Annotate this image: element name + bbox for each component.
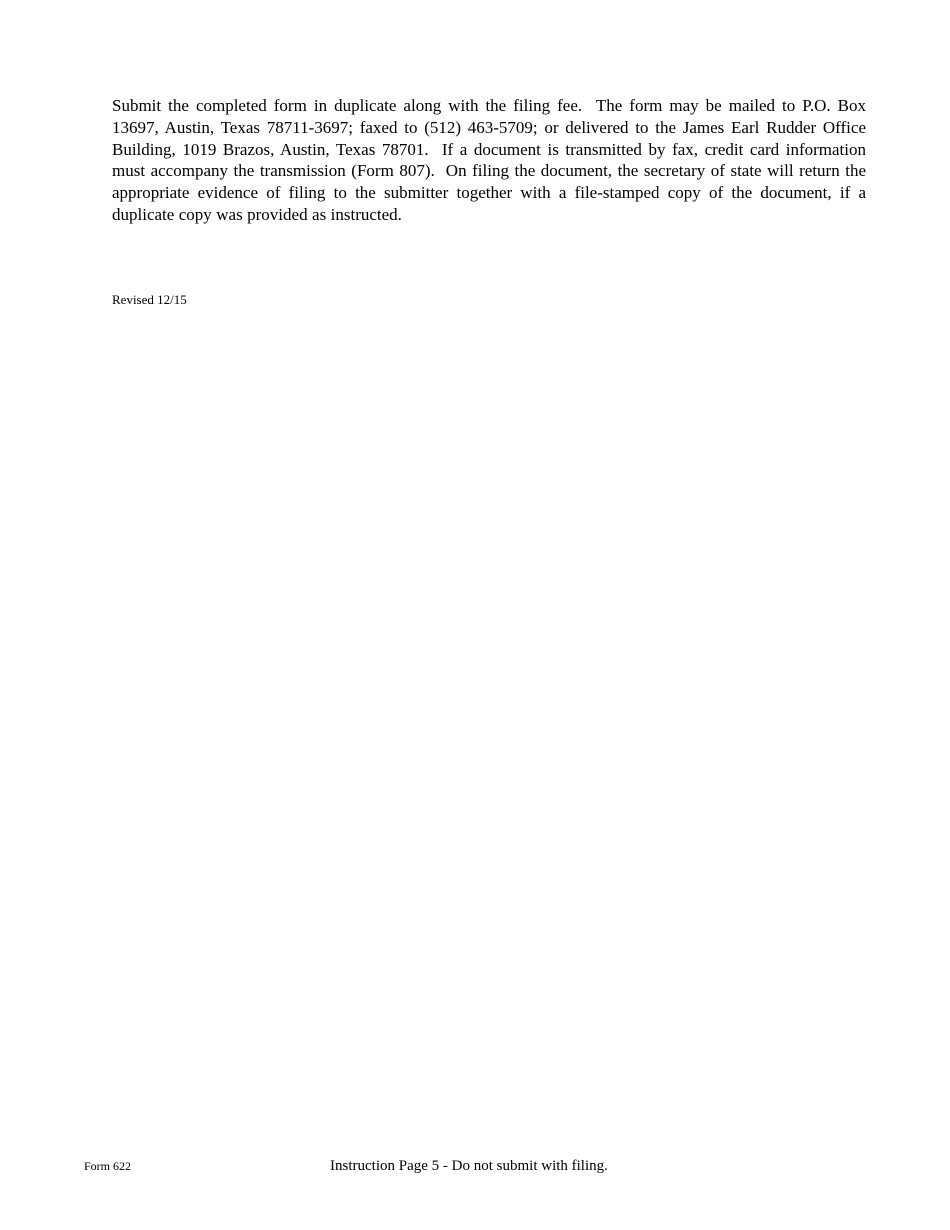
filing-instructions-paragraph: Submit the completed form in duplicate along with the filing fee. The form may be mailed to P.O. Box 13697, Austin, Texas 78711-3697; faxed to (512) 463-5709; or delivered to the James Earl Rudder Office Building, 1019 Brazos, Austin, Texas 78701. If a document is transmitted by fax, credit card information must accompany the transmission (Form 807). On filing the document, the secretary of state will return the appropriate evidence of filing to the submitter together with a file-stamped copy of the document, if a duplicate copy was provided as instructed. <box>112 96 866 224</box>
footer-instruction-note: Instruction Page 5 - Do not submit with filing. <box>330 1158 608 1174</box>
footer-form-number: Form 622 <box>84 1159 132 1173</box>
revision-date: Revised 12/15 <box>112 292 187 307</box>
